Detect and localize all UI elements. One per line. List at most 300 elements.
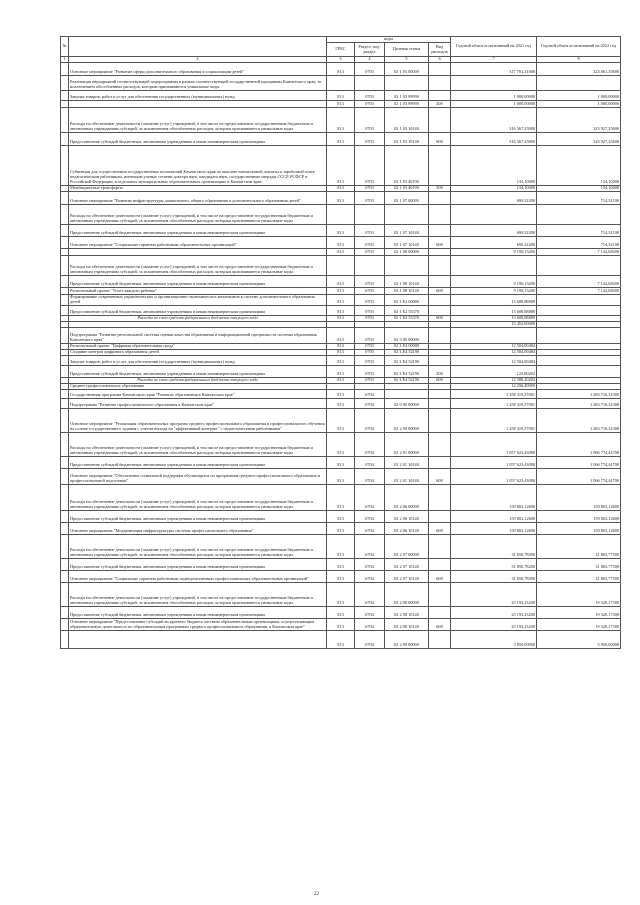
row-index-cell (61, 327, 69, 343)
amount-2022: 5 950,00000 (537, 630, 621, 648)
header-codes: коды (327, 37, 451, 43)
expense-type-code (429, 145, 451, 185)
razdel-code: 0703 (355, 62, 385, 75)
expense-type-code (429, 534, 451, 558)
target-article-code: 02 2 06 00000 (385, 484, 429, 510)
razdel-code: 0703 (355, 327, 385, 343)
expense-type-code (429, 248, 451, 255)
amount-2022: 323 927,25600 (537, 132, 621, 145)
amount-2021: 123,80202 (451, 365, 537, 377)
item-name: Предоставление субсидий бюджетным, автономным учреждениям и иным некоммерческим организациям (69, 305, 327, 315)
amount-2022: 31 863,77500 (537, 570, 621, 582)
item-name: Основное мероприятие "Развитие сферы дополнительного образования и социализации детей" (69, 62, 327, 75)
table-row (61, 248, 621, 255)
item-name: Основное мероприятие "Социальные гарантии работникам образовательных организаций" (69, 236, 327, 248)
row-index-cell (61, 432, 69, 456)
item-name: Создание центров цифрового образования детей (69, 349, 327, 355)
amount-2022 (537, 327, 621, 343)
grbs-code: 813 (327, 398, 355, 408)
grbs-code: 813 (327, 522, 355, 534)
expense-type-code: 600 (429, 570, 451, 582)
item-name: Предоставление субсидий бюджетным, автономным учреждениям и иным некоммерческим организациям (69, 510, 327, 522)
expense-type-code: 600 (429, 315, 451, 321)
amount-2021: 159 802,12600 (451, 510, 537, 522)
index-cell: 5 (385, 57, 429, 63)
razdel-code: 0704 (355, 389, 385, 398)
target-article-code (385, 204, 429, 224)
table-row (61, 365, 621, 377)
razdel-code: 0704 (355, 408, 385, 432)
target-article-code: 02 2 08 00000 (385, 582, 429, 606)
amount-2021: 25 193,23200 (451, 618, 537, 630)
amount-2022 (537, 355, 621, 365)
target-article-code: 02 2 07 10140 (385, 570, 429, 582)
item-name: Подпрограмма "Развитие профессионального образования в Камчатском крае" (69, 398, 327, 408)
item-name: Основное мероприятие "Развитие инфраструктуры дошкольного, общего образования и дополнительного образования детей" (69, 191, 327, 204)
expense-type-code: 500 (429, 185, 451, 191)
table-row (61, 100, 621, 107)
row-index-cell (61, 62, 69, 75)
row-index-cell (61, 107, 69, 132)
amount-2021: 1 057 623,43000 (451, 468, 537, 484)
amount-2022: 1 066 774,44700 (537, 456, 621, 468)
target-article-code: 02 1 03 00000 (385, 62, 429, 75)
row-index-cell (61, 294, 69, 305)
row-index-cell (61, 389, 69, 398)
row-index-cell (61, 275, 69, 287)
amount-2021: 1 258 319,57001 (451, 398, 537, 408)
table-row (61, 582, 621, 606)
item-name: Закупка товаров, работ и услуг для обеспечения государственных (муниципальных) нужд (69, 90, 327, 100)
expense-type-code (429, 75, 451, 90)
table-row (61, 224, 621, 236)
item-name: Среднее профессиональное образование (69, 383, 327, 389)
grbs-code: 813 (327, 107, 355, 132)
razdel-code: 0703 (355, 355, 385, 365)
row-index-cell (61, 582, 69, 606)
row-index-cell (61, 468, 69, 484)
row-index-cell (61, 248, 69, 255)
table-row (61, 107, 621, 132)
amount-2021: 316 567,25900 (451, 107, 537, 132)
razdel-code: 0704 (355, 398, 385, 408)
table-row (61, 432, 621, 456)
amount-2022: 1 066 774,44700 (537, 468, 621, 484)
amount-2022 (537, 255, 621, 275)
razdel-code: 0704 (355, 582, 385, 606)
razdel-code (355, 255, 385, 275)
grbs-code: 813 (327, 132, 355, 145)
row-index-cell (61, 355, 69, 365)
grbs-code: 813 (327, 408, 355, 432)
amount-2022: 159 802,12600 (537, 484, 621, 510)
amount-2022 (537, 204, 621, 224)
target-article-code: 02 1 E2 00000 (385, 294, 429, 305)
amount-2022: 134,10000 (537, 185, 621, 191)
expense-type-code (429, 275, 451, 287)
expense-type-code (429, 191, 451, 204)
razdel-code: 0703 (355, 287, 385, 294)
header-name (69, 37, 327, 57)
amount-2022: 134,10000 (537, 145, 621, 185)
expense-type-code: 600 (429, 236, 451, 248)
expense-type-code (429, 456, 451, 468)
target-article-code: 02 2 01 10140 (385, 456, 429, 468)
target-article-code: 02 3 E4 52190 (385, 349, 429, 355)
expense-type-code (429, 327, 451, 343)
grbs-code: 813 (327, 389, 355, 398)
razdel-code: 0704 (355, 522, 385, 534)
row-index-cell (61, 534, 69, 558)
razdel-code: 0703 (355, 107, 385, 132)
amount-2022: 31 863,77500 (537, 558, 621, 570)
grbs-code: 813 (327, 582, 355, 606)
grbs-code (327, 255, 355, 275)
grbs-code: 813 (327, 248, 355, 255)
budget-table (60, 36, 621, 649)
amount-2021: 12 256,40000 (451, 383, 537, 389)
row-index-cell (61, 145, 69, 185)
page-number: 22 (314, 892, 319, 897)
razdel-code: 0704 (355, 618, 385, 630)
item-name: Подпрограмма "Развитие региональной системы оценки качества образования и информационной прозрачности системы образования Камчатского края" (69, 327, 327, 343)
header-vr: Вид расходов (429, 43, 451, 57)
target-article-code: 02 2 01 00000 (385, 432, 429, 456)
item-name: Основное мероприятие "Модернизация инфраструктуры системы профессионального образования" (69, 522, 327, 534)
grbs-code: 813 (327, 630, 355, 648)
amount-2022 (537, 294, 621, 305)
grbs-code: 813 (327, 456, 355, 468)
row-index-cell (61, 287, 69, 294)
amount-2021: 9 190,15200 (451, 248, 537, 255)
amount-2022: 323 061,35600 (537, 62, 621, 75)
razdel-code: 0704 (355, 570, 385, 582)
amount-2021: 3 850,00000 (451, 630, 537, 648)
razdel-code: 0703 (355, 236, 385, 248)
amount-2021: 12 504,00484 (451, 355, 537, 365)
item-name: Региональный проект "Цифровая образовательная среда" (69, 343, 327, 349)
row-index-cell (61, 510, 69, 522)
item-name: Расходы на обеспечение деятельности (оказание услуг) учреждений, в том числе на предоставление государственным бюджетным и автономным учреждениям субсидий, за исключением обособленных расходов, которым присваиваются уникальные коды (69, 204, 327, 224)
table-row (61, 558, 621, 570)
razdel-code: 0703 (355, 132, 385, 145)
target-article-code: 02 2 07 00000 (385, 534, 429, 558)
grbs-code: 813 (327, 558, 355, 570)
item-name: Субвенции для осуществления государственных полномочий Камчатского края по выплате ежемесячной доплаты к заработной плате педагогическим работникам, имеющим ученые степени доктора наук, кандидата наук, государственные награды СССР, РСФСР и Российской Федерации, в отдельных муниципальных образовательных организациях в Камчатском крае (69, 145, 327, 185)
amount-2021: 1 258 319,57001 (451, 389, 537, 398)
razdel-code (355, 204, 385, 224)
amount-2022: 1 066 774,44700 (537, 432, 621, 456)
razdel-code: 0703 (355, 349, 385, 355)
index-cell: 7 (451, 57, 537, 63)
item-name: Основное мероприятие "Предоставление субсидий из краевого бюджета частным образовательным организациям, осуществляющим образовательную деятельность по образовательным программам среднего профессионального образования, в Камчатском крае" (69, 618, 327, 630)
item-name: Закупка товаров, работ и услуг для обеспечения государственных (муниципальных) нужд (69, 355, 327, 365)
header-num: № (61, 37, 69, 57)
amount-2022: 19 320,17500 (537, 618, 621, 630)
expense-type-code (429, 606, 451, 618)
expense-type-code (429, 294, 451, 305)
target-article-code: 02 0 00 00000 (385, 398, 429, 408)
target-article-code: 02 3 E4 52190 (385, 355, 429, 365)
expense-type-code: 600 (429, 377, 451, 383)
item-name (69, 248, 327, 255)
amount-2022: 714,32100 (537, 191, 621, 204)
grbs-code: 813 (327, 349, 355, 355)
grbs-code: 813 (327, 224, 355, 236)
item-name: Предоставление субсидий бюджетным, автономным учреждениям и иным некоммерческим организациям (69, 456, 327, 468)
amount-2021: 12 504,00484 (451, 349, 537, 355)
row-index-cell (61, 191, 69, 204)
razdel-code: 0704 (355, 606, 385, 618)
amount-2021: 316 567,25900 (451, 132, 537, 145)
item-name: Предоставление субсидий бюджетным, автономным учреждениям и иным некоммерческим организациям (69, 275, 327, 287)
target-article-code: 02 2 08 10140 (385, 606, 429, 618)
item-name: Предоставление субсидий бюджетным, автономным учреждениям и иным некоммерческим организациям (69, 132, 327, 145)
grbs-code: 813 (327, 236, 355, 248)
table-row (61, 255, 621, 275)
grbs-code (327, 75, 355, 90)
target-article-code: 02 1 08 00000 (385, 248, 429, 255)
header-2021: Годовой объем ассигнований на 2021 год (451, 37, 537, 57)
grbs-code: 813 (327, 534, 355, 558)
razdel-code: 0703 (355, 90, 385, 100)
target-article-code: 02 2 09 00000 (385, 630, 429, 648)
target-article-code: 02 1 E2 55370 (385, 305, 429, 315)
razdel-code: 0704 (355, 484, 385, 510)
amount-2021: 134,10000 (451, 145, 537, 185)
item-name (69, 100, 327, 107)
item-name: Формирование современных управленческих и организационно-экономических механизмов в системе дополнительного образования детей (69, 294, 327, 305)
table-row (61, 630, 621, 648)
razdel-code: 0703 (355, 315, 385, 321)
expense-type-code (429, 255, 451, 275)
row-index-cell (61, 398, 69, 408)
item-name: Расходы на обеспечение деятельности (оказание услуг) учреждений, в том числе на предоставление государственным бюджетным и автономным учреждениям субсидий, за исключением обособленных расходов, которым присваиваются уникальные коды (69, 255, 327, 275)
target-article-code: 02 1 03 10140 (385, 107, 429, 132)
index-cell: 2 (69, 57, 327, 63)
table-row (61, 570, 621, 582)
amount-2021: 15 608,88889 (451, 294, 537, 305)
amount-2021: 25 193,23200 (451, 606, 537, 618)
razdel-code: 0703 (355, 224, 385, 236)
row-index-cell (61, 100, 69, 107)
amount-2022: 1 283 710,32300 (537, 389, 621, 398)
table-row (61, 145, 621, 185)
amount-2021: 1 258 319,57001 (451, 408, 537, 432)
table-row (61, 287, 621, 294)
expense-type-code: 200 (429, 365, 451, 377)
grbs-code: 813 (327, 510, 355, 522)
grbs-code: 813 (327, 432, 355, 456)
row-index-cell (61, 408, 69, 432)
amount-2022 (537, 75, 621, 90)
expense-type-code (429, 582, 451, 606)
item-name: Расходы на обеспечение деятельности (оказание услуг) учреждений, в том числе на предоставление государственным бюджетным и автономным учреждениям субсидий, за исключением обособленных расходов, которым присваиваются уникальные коды (69, 107, 327, 132)
expense-type-code: 600 (429, 287, 451, 294)
table-row (61, 522, 621, 534)
amount-2022: 31 863,77500 (537, 534, 621, 558)
table-row (61, 90, 621, 100)
amount-2021 (451, 327, 537, 343)
header-2022: Годовой объем ассигнований на 2022 год (537, 37, 621, 57)
target-article-code (385, 255, 429, 275)
target-article-code: 02 1 03 99990 (385, 100, 429, 107)
item-name: Предоставление субсидий бюджетным, автономным учреждениям и иным некоммерческим организациям (69, 365, 327, 377)
expense-type-code (429, 204, 451, 224)
razdel-code: 0703 (355, 191, 385, 204)
amount-2021: 31 850,78200 (451, 570, 537, 582)
amount-2021: 317 701,31000 (451, 62, 537, 75)
expense-type-code: 600 (429, 522, 451, 534)
index-cell: 6 (429, 57, 451, 63)
item-name: Региональный проект "Успех каждого ребенка" (69, 287, 327, 294)
item-name: Расходы на обеспечение деятельности (оказание услуг) учреждений, в том числе на предоставление государственным бюджетным и автономным учреждениям субсидий, за исключением обособленных расходов, которым присваиваются уникальные коды (69, 432, 327, 456)
amount-2022: 1 283 710,32300 (537, 398, 621, 408)
target-article-code (385, 75, 429, 90)
table-body (61, 62, 621, 648)
target-article-code: 02 2 00 00000 (385, 408, 429, 432)
table-row (61, 618, 621, 630)
target-article-code: 02 1 07 00000 (385, 191, 429, 204)
amount-2022: 323 927,25600 (537, 107, 621, 132)
razdel-code: 0703 (355, 305, 385, 315)
header-csr: Целевая статья (385, 43, 429, 57)
razdel-code: 0704 (355, 534, 385, 558)
table-row (61, 468, 621, 484)
amount-2021: 159 802,12600 (451, 522, 537, 534)
table-row (61, 534, 621, 558)
index-cell: 3 (327, 57, 355, 63)
table-row (61, 484, 621, 510)
grbs-code: 813 (327, 606, 355, 618)
row-index-cell (61, 522, 69, 534)
row-index-cell (61, 570, 69, 582)
amount-2021: 690,32200 (451, 191, 537, 204)
razdel-code: 0704 (355, 630, 385, 648)
razdel-code: 0704 (355, 558, 385, 570)
amount-2021: 690,32200 (451, 224, 537, 236)
target-article-code: 02 3 E4 00000 (385, 343, 429, 349)
row-index-cell (61, 630, 69, 648)
expense-type-code (429, 107, 451, 132)
amount-2022: 7 142,68200 (537, 275, 621, 287)
grbs-code: 813 (327, 100, 355, 107)
amount-2022: 19 320,17500 (537, 582, 621, 606)
amount-2021: 1 057 623,43000 (451, 432, 537, 456)
row-index-cell (61, 558, 69, 570)
amount-2021: 12 504,00484 (451, 343, 537, 349)
target-article-code: 02 3 E4 52190 (385, 365, 429, 377)
target-article-code (385, 389, 429, 398)
index-cell: 8 (537, 57, 621, 63)
grbs-code: 813 (327, 468, 355, 484)
razdel-code: 0703 (355, 248, 385, 255)
expense-type-code (429, 398, 451, 408)
target-article-code: 02 1 03 10140 (385, 132, 429, 145)
amount-2022: 1 000,00000 (537, 90, 621, 100)
header-grbs: ГРБС (327, 43, 355, 57)
item-name: Расходы на обеспечение деятельности (оказание услуг) учреждений, в том числе на предоставление государственным бюджетным и автономным учреждениям субсидий, за исключением обособленных расходов, которым присваиваются уникальные коды (69, 534, 327, 558)
razdel-code: 0703 (355, 365, 385, 377)
table-row (61, 294, 621, 305)
table-row (61, 305, 621, 315)
expense-type-code (429, 408, 451, 432)
row-index-cell (61, 618, 69, 630)
item-name: Межбюджетные трансферты (69, 185, 327, 191)
row-index-cell (61, 90, 69, 100)
table-row (61, 275, 621, 287)
row-index-cell (61, 305, 69, 315)
index-cell: 1 (61, 57, 69, 63)
razdel-code: 0703 (355, 343, 385, 349)
row-index-cell (61, 365, 69, 377)
item-name: Предоставление субсидий бюджетным, автономным учреждениям и иным некоммерческим организациям (69, 558, 327, 570)
expense-type-code (429, 90, 451, 100)
grbs-code: 813 (327, 185, 355, 191)
row-index-cell (61, 456, 69, 468)
amount-2021: 1 057 623,43000 (451, 456, 537, 468)
razdel-code: 0703 (355, 377, 385, 383)
amount-2021: 690,32200 (451, 236, 537, 248)
amount-2021: 159 802,12600 (451, 484, 537, 510)
item-name: Расходы на обеспечение деятельности (оказание услуг) учреждений, в том числе на предоставление государственным бюджетным и автономным учреждениям субсидий, за исключением обособленных расходов, которым присваиваются уникальные коды (69, 582, 327, 606)
item-name: Основное мероприятие "Социальные гарантии работникам подведомственных профессиональных образовательных организаций" (69, 570, 327, 582)
expense-type-code: 200 (429, 100, 451, 107)
table-row (61, 62, 621, 75)
target-article-code: 02 1 03 40190 (385, 185, 429, 191)
amount-2022 (537, 365, 621, 377)
amount-2021: 134,10000 (451, 185, 537, 191)
item-name: Государственная программа Камчатского края "Развитие образования в Камчатском крае" (69, 389, 327, 398)
target-article-code: 02 3 E4 52190 (385, 377, 429, 383)
target-article-code: 02 2 01 10140 (385, 468, 429, 484)
grbs-code (327, 204, 355, 224)
amount-2021: 1 000,00000 (451, 90, 537, 100)
grbs-code: 813 (327, 294, 355, 305)
amount-2021: 31 850,78200 (451, 558, 537, 570)
razdel-code (355, 75, 385, 90)
table-header (61, 37, 621, 63)
amount-2021: 15 608,88889 (451, 315, 537, 321)
expense-type-code (429, 510, 451, 522)
grbs-code: 813 (327, 275, 355, 287)
table-row (61, 456, 621, 468)
target-article-code: 02 2 06 10140 (385, 510, 429, 522)
amount-2022: 714,32100 (537, 224, 621, 236)
amount-2021 (451, 75, 537, 90)
row-index-cell (61, 484, 69, 510)
grbs-code: 813 (327, 315, 355, 321)
target-article-code: 02 2 08 10140 (385, 618, 429, 630)
target-article-code: 02 1 07 10140 (385, 236, 429, 248)
amount-2022: 159 802,12600 (537, 522, 621, 534)
amount-2022: 7 142,68200 (537, 248, 621, 255)
amount-2021: 9 190,15200 (451, 287, 537, 294)
amount-2021 (451, 255, 537, 275)
table-row (61, 398, 621, 408)
table-row (61, 75, 621, 90)
grbs-code: 813 (327, 90, 355, 100)
amount-2021: 9 190,15200 (451, 275, 537, 287)
item-name: Основное мероприятие "Обеспечение социальной поддержки обучающихся по программам среднего профессионального образования и профессиональной подготовки" (69, 468, 327, 484)
expense-type-code: 600 (429, 132, 451, 145)
expense-type-code (429, 224, 451, 236)
razdel-code: 0703 (355, 100, 385, 107)
amount-2022: 159 802,12600 (537, 510, 621, 522)
amount-2022: 19 320,17500 (537, 606, 621, 618)
expense-type-code (429, 558, 451, 570)
expense-type-code (429, 432, 451, 456)
